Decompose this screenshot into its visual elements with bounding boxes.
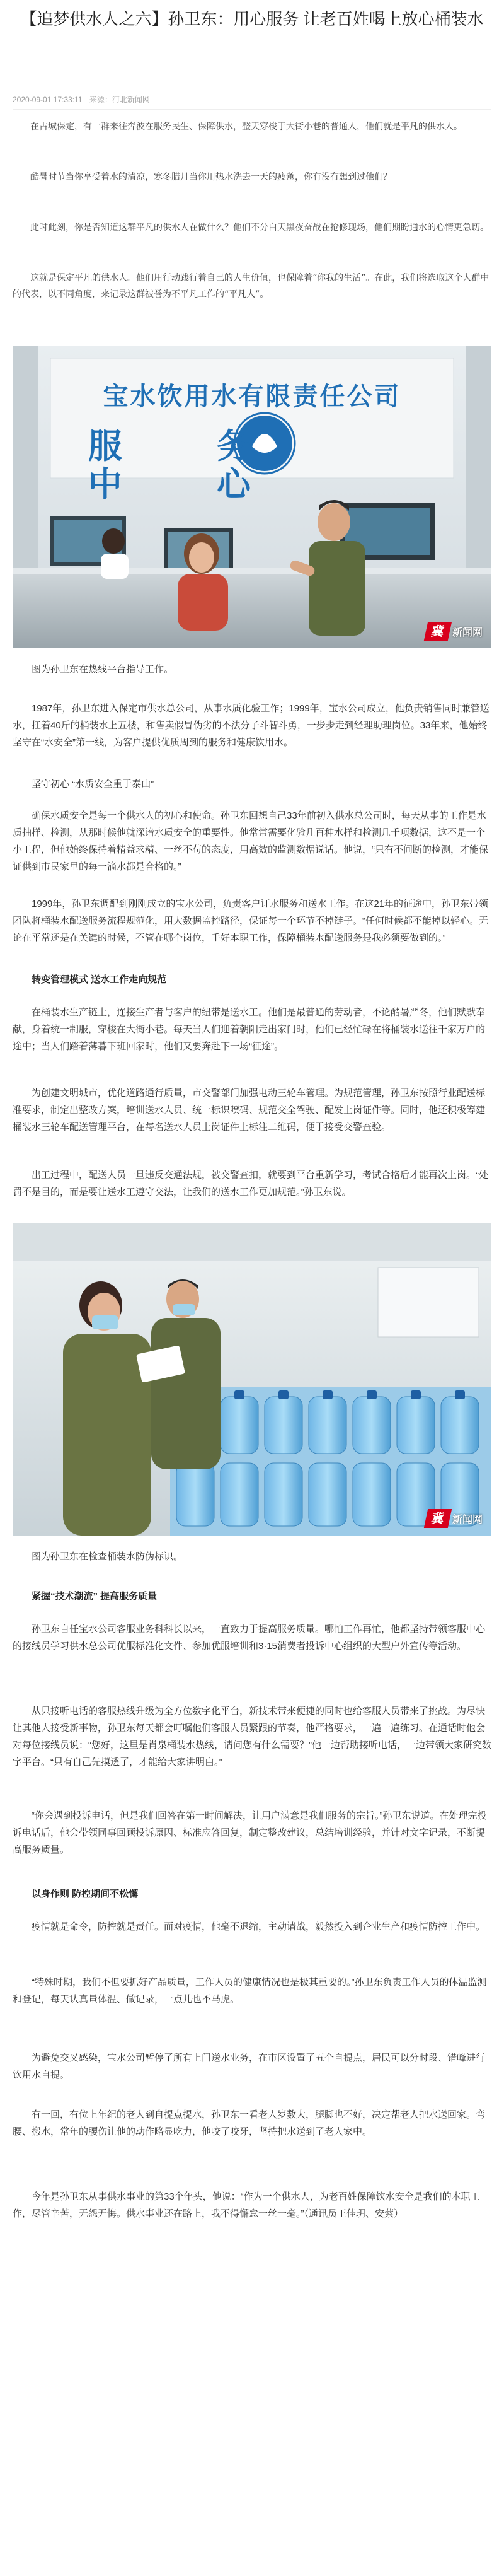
intro-paragraph: 在古城保定，有一群来往奔波在服务民生、保障供水，整天穿梭于大街小巷的普通人，他们就是平凡的供水人。 xyxy=(30,122,462,132)
photo-hotline-center xyxy=(13,346,491,648)
body-paragraph: 为创建文明城市，优化道路通行质量，市交警部门加强电动三轮车管理。为规范管理，孙卫东按照行业配送标准要求，制定出整改方案，培训送水人员、统一标识喷码、规范交全驾驶、配发上岗证件等。同时，他还积极筹建桶装水三轮车配送管理平台，在每名送水人员上岗证件上标注二维码，便于接受交警查验。 xyxy=(13,1088,486,1133)
body-paragraph: 有一回，有位上年纪的老人到自提点提水，孙卫东一看老人岁数大，腿脚也不好，决定帮老人把水送回家。弯腰、搬水，常年的腰伤让他的动作略显吃力，他咬了咬牙，坚持把水送到了老人家中。 xyxy=(13,2109,486,2137)
photo-sign-center xyxy=(88,428,416,503)
body-paragraph: 确保水质安全是每一个供水人的初心和使命。孙卫东回想自己33年前初入供水总公司时，每天从事的工作是水质抽样、检测，从那时候他就深谙水质安全的重要性。他常常需要化验几百种水样和检测几千项数据，这不是一个小工程，但他始终保持着精益求精、一丝不苟的态度，用高效的监测数据说话。他说，“只有不间断的检测，才能保证供到市民家里的每一滴水都是合格的。” xyxy=(13,810,489,872)
photo-watermark xyxy=(426,1509,483,1528)
photo-caption: 图为孙卫东在热线平台指导工作。 xyxy=(32,664,174,675)
watermark-text: 新闻网 xyxy=(452,627,483,638)
article-meta xyxy=(13,95,491,105)
section-heading: 坚守初心 “水质安全重于泰山” xyxy=(32,779,154,790)
photo-watermark xyxy=(426,622,483,641)
body-paragraph: 孙卫东自任宝水公司客服业务科科长以来，一直致力于提高服务质量。哪怕工作再忙，他都坚持带领客服中心的接线员学习供水总公司优服标准化文件、参加优服培训和3·15消费者投诉中心组织的大型户外宣传等活动。 xyxy=(13,1624,486,1652)
body-paragraph: “特殊时期，我们不但要抓好产品质量，工作人员的健康情况也是极其重要的。”孙卫东负责工作人员的体温监测和登记，每天认真量体温、做记录，一点儿也不马虎。 xyxy=(13,1977,487,2005)
watermark-text: 新闻网 xyxy=(452,1514,483,1525)
body-paragraph: 为避免交叉感染，宝水公司暂停了所有上门送水业务，在市区设置了五个自提点，居民可以分时段、错峰进行饮用水自提。 xyxy=(13,2053,486,2080)
article-source: 来源：河北新闻网 xyxy=(89,95,150,104)
body-paragraph: 1987年，孙卫东进入保定市供水总公司，从事水质化验工作；1999年，宝水公司成立，他负责销售同时兼管送水，扛着40斤的桶装水上五楼，和售卖假冒伪劣的不法分子斗智斗勇，一步步走到经理助理岗位。33年来，他始终坚守在“水安全”第一线，为客户提供优质周到的服务和健康饮用水。 xyxy=(13,703,490,748)
watermark-logo-mark: 冀 xyxy=(424,1509,452,1528)
body-paragraph: 在桶装水生产链上，连接生产者与客户的纽带是送水工。他们是最普通的劳动者，不论酷暑严冬，他们默默奉献，身着统一制服，穿梭在大街小巷。每天当人们迎着朝阳走出家门时，他们已经忙碌在将桶装水送往千家万户的途中；当人们踏着薄暮下班回家时，他们又要奔赴下一场“征途”。 xyxy=(13,1007,486,1052)
body-paragraph: 疫情就是命令，防控就是责任。面对疫情，他毫不退缩，主动请战，毅然投入到企业生产和疫情防控工作中。 xyxy=(32,1921,486,1932)
intro-paragraph: 这就是保定平凡的供水人。他们用行动践行着自己的人生价值，也保障着“你我的生活”。在此，我们将选取这个人群中的代表，以不同角度，来记录这群被誉为不平凡工作的“平凡人”。 xyxy=(13,273,490,300)
photo-caption: 图为孙卫东在检查桶装水防伪标识。 xyxy=(32,1551,183,1562)
body-paragraph: 1999年，孙卫东调配到刚刚成立的宝水公司，负责客户订水服务和送水工作。在这21年的征途中，孙卫东带领团队将桶装水配送服务流程规范化，用大数据监控路径，保证每一个环节不掉链子。“任何时候都不能掉以轻心。无论在平常还是在关键的时候，不管在哪个岗位，手好本职工作，保障桶装水配送服务是我必须要做到的。” xyxy=(13,899,489,943)
photo-sign-company: 宝水饮用水有限责任公司 xyxy=(103,383,401,411)
article-date: 2020-09-01 17:33:11 xyxy=(13,95,83,104)
body-paragraph: “你会遇到投诉电话，但是我们回答在第一时间解决，让用户满意是我们服务的宗旨。”孙卫东说道。在处理完投诉电话后，他会带领同事回顾投诉原因、标准应答回复，制定整改建议，总结培训经验，并针对文字记录，不断提高服务质量。 xyxy=(13,1810,487,1855)
section-heading: 以身作则 防控期间不松懈 xyxy=(32,1889,139,1899)
section-heading: 转变管理模式 送水工作走向规范 xyxy=(32,974,167,985)
body-paragraph: 从只接听电话的客服热线升级为全方位数字化平台，新技术带来便捷的同时也给客服人员带来了挑战。为尽快让其他人接受新事物，孙卫东每天都会叮嘱他们客服人员紧跟的节奏，他严格要求，一遍一遍练习。在通话时他会对每位接线员说：“您好，这里是肖泉桶装水热线，请问您有什么需要？”他一边帮助接听电话，一边带领大家研究数字平台。“只有自己先摸透了，才能给大家讲明白。” xyxy=(13,1706,491,1768)
watermark-logo-mark: 冀 xyxy=(424,622,452,641)
body-paragraph: 今年是孙卫东从事供水事业的第33个年头，他说：“作为一个供水人，为老百姓保障饮水安全是我们的本职工作，尽管辛苦，无怨无悔。供水事业还在路上，我不得懈怠一丝一毫。”（通讯员王佳玥、安萦） xyxy=(13,2191,480,2219)
meta-divider xyxy=(13,109,491,110)
intro-paragraph: 酷暑时节当你享受着水的清凉，寒冬腊月当你用热水洗去一天的疲惫，你有没有想到过他们？ xyxy=(30,172,392,182)
photo-inspection xyxy=(13,1223,491,1536)
photo-sign-center-text: 服务中心 xyxy=(88,428,345,503)
section-heading: 紧握“技术潮流” 提高服务质量 xyxy=(32,1591,158,1602)
intro-paragraph: 此时此刻，你是否知道这群平凡的供水人在做什么？他们不分白天黑夜奋战在抢修现场，他们期盼通水的心情更急切。 xyxy=(30,223,489,233)
photo-inspection-illustration xyxy=(13,1223,491,1536)
article-title: 【追梦供水人之六】孙卫东：用心服务 让老百姓喝上放心桶装水 xyxy=(20,9,484,28)
body-paragraph: 出工过程中，配送人员一旦违反交通法规，被交警查扣，就要到平台重新学习，考试合格后才能再次上岗。“处罚不是目的，而是要让送水工遵守交法，让我们的送水工作更加规范。”孙卫东说。 xyxy=(13,1170,489,1198)
